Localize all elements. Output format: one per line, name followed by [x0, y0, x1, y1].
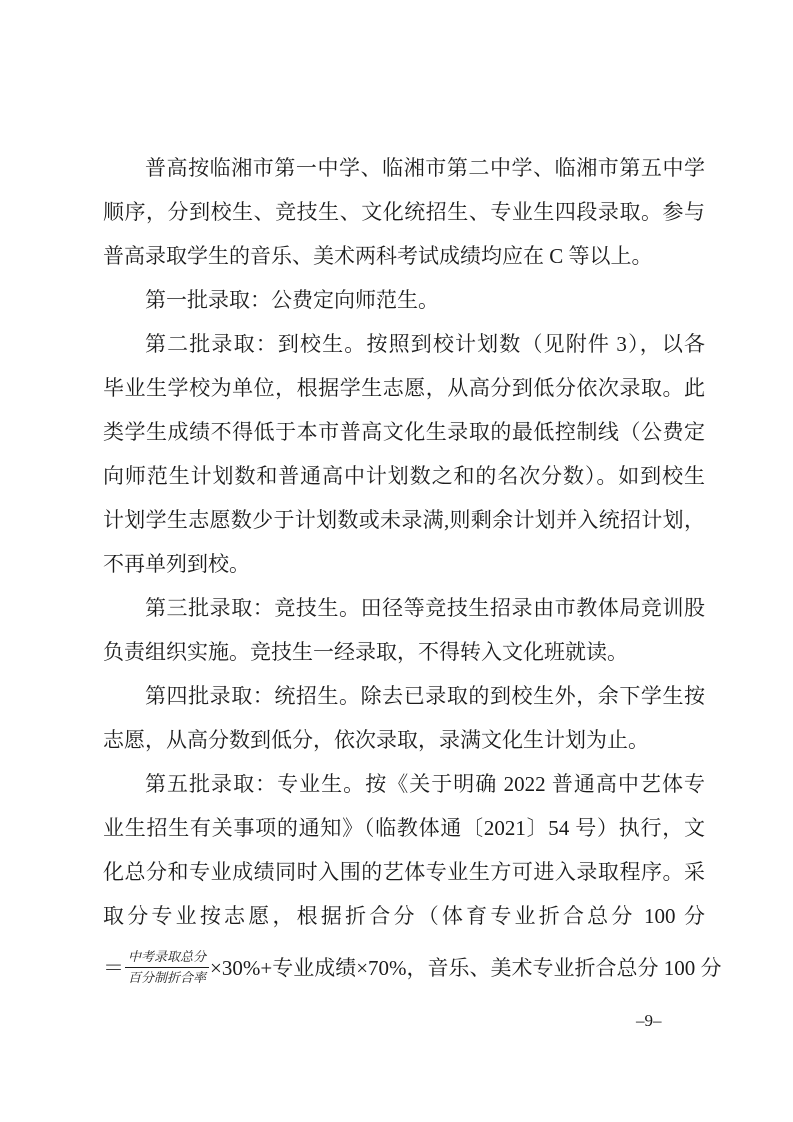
formula-rest-text: ×30%+专业成绩×70%，音乐、美术专业折合总分 100 分 [210, 956, 722, 980]
paragraph-5 [103, 674, 705, 762]
text-line: 不再单列到校。 [103, 552, 250, 576]
text-line: 向师范生计划数和普通高中计划数之和的名次分数）。如到校生 [103, 464, 705, 488]
formula-equals-sign: ＝ [103, 956, 124, 980]
formula-fraction [125, 948, 209, 986]
formula-line [103, 938, 722, 996]
text-line: 第三批录取：竞技生。田径等竞技生招录由市教体局竞训股 [145, 596, 705, 620]
paragraph-1 [103, 146, 705, 278]
text-line: 顺序，分到校生、竞技生、文化统招生、专业生四段录取。参与 [103, 200, 705, 224]
text-line: 第二批录取：到校生。按照到校计划数（见附件 3），以各 [145, 332, 705, 356]
paragraphs-container [103, 146, 705, 938]
fraction-denominator: 百分制折合率 [128, 969, 207, 985]
text-line: 计划学生志愿数少于计划数或未录满,则剩余计划并入统招计划， [103, 508, 705, 532]
text-line: 普高录取学生的音乐、美术两科考试成绩均应在 C 等以上。 [103, 244, 653, 268]
text-line: 业生招生有关事项的通知》（临教体通〔2021〕54 号）执行，文 [103, 816, 705, 840]
text-line: 类学生成绩不得低于本市普高文化生录取的最低控制线（公费定 [103, 420, 705, 444]
page-number: –9– [636, 1011, 662, 1030]
fraction-numerator: 中考录取总分 [125, 948, 209, 968]
paragraph-6 [103, 762, 705, 938]
document-body [103, 146, 722, 996]
text-line: 普高按临湘市第一中学、临湘市第二中学、临湘市第五中学 [145, 156, 705, 180]
text-line: 化总分和专业成绩同时入围的艺体专业生方可进入录取程序。采 [103, 860, 705, 884]
text-line: 取分专业按志愿，根据折合分（体育专业折合总分 100 分 [103, 904, 705, 928]
text-line: 第一批录取：公费定向师范生。 [145, 288, 439, 312]
paragraph-3 [103, 322, 705, 586]
paragraph-4 [103, 586, 705, 674]
text-line: 第五批录取：专业生。按《关于明确 2022 普通高中艺体专 [145, 772, 705, 796]
text-line: 负责组织实施。竞技生一经录取，不得转入文化班就读。 [103, 640, 628, 664]
text-line: 第四批录取：统招生。除去已录取的到校生外，余下学生按 [145, 684, 705, 708]
paragraph-2 [103, 278, 705, 322]
text-line: 志愿，从高分数到低分，依次录取，录满文化生计划为止。 [103, 728, 649, 752]
text-line: 毕业生学校为单位，根据学生志愿，从高分到低分依次录取。此 [103, 376, 705, 400]
